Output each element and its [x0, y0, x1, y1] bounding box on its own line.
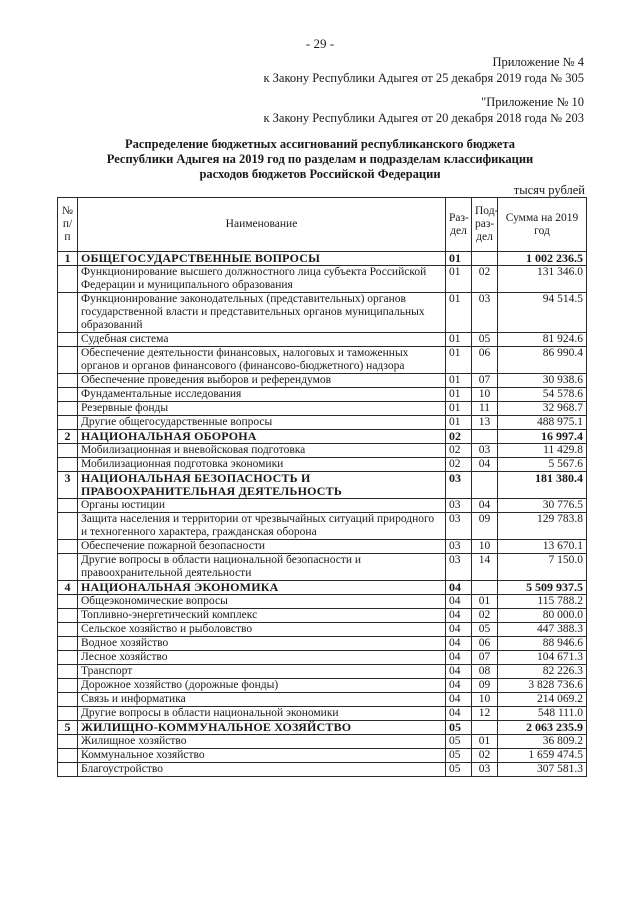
row-subsection-code: 14 — [472, 554, 498, 581]
row-number — [58, 402, 78, 416]
row-sum: 30 776.5 — [498, 499, 587, 513]
table-row — [58, 416, 587, 430]
row-number — [58, 499, 78, 513]
row-section-code: 01 — [446, 402, 472, 416]
row-subsection-code: 02 — [472, 609, 498, 623]
row-sum: 81 924.6 — [498, 333, 587, 347]
row-sum: 488 975.1 — [498, 416, 587, 430]
row-sum: 104 671.3 — [498, 651, 587, 665]
row-section-code: 04 — [446, 693, 472, 707]
row-number — [58, 513, 78, 540]
appendix-old-law: к Закону Республики Адыгея от 20 декабря 2018 года № 203 — [263, 111, 584, 125]
row-number — [58, 735, 78, 749]
row-subsection-code: 05 — [472, 333, 498, 347]
row-name: ЖИЛИЩНО-КОММУНАЛЬНОЕ ХОЗЯЙСТВО — [78, 721, 446, 735]
table-row — [58, 347, 587, 374]
header-num: № п/п — [58, 198, 78, 252]
row-subsection-code: 02 — [472, 749, 498, 763]
row-name: ОБЩЕГОСУДАРСТВЕННЫЕ ВОПРОСЫ — [78, 252, 446, 266]
row-sum: 548 111.0 — [498, 707, 587, 721]
row-sum: 54 578.6 — [498, 388, 587, 402]
row-sum: 447 388.3 — [498, 623, 587, 637]
row-number — [58, 266, 78, 293]
row-subsection-code: 03 — [472, 293, 498, 333]
table-row — [58, 540, 587, 554]
row-sum: 80 000.0 — [498, 609, 587, 623]
row-number — [58, 693, 78, 707]
row-sum: 13 670.1 — [498, 540, 587, 554]
row-section-code: 03 — [446, 540, 472, 554]
row-number — [58, 595, 78, 609]
row-sum: 131 346.0 — [498, 266, 587, 293]
row-sum: 307 581.3 — [498, 763, 587, 777]
row-section-code: 01 — [446, 416, 472, 430]
row-name: Другие общегосударственные вопросы — [78, 416, 446, 430]
row-sum: 1 002 236.5 — [498, 252, 587, 266]
section-row — [58, 581, 587, 595]
row-sum: 86 990.4 — [498, 347, 587, 374]
appendix-new-law: к Закону Республики Адыгея от 25 декабря 2019 года № 305 — [263, 71, 584, 85]
table-row — [58, 623, 587, 637]
row-section-code: 05 — [446, 749, 472, 763]
row-number — [58, 651, 78, 665]
row-name: Обеспечение проведения выборов и референдумов — [78, 374, 446, 388]
row-number: 5 — [58, 721, 78, 735]
row-name: НАЦИОНАЛЬНАЯ ЭКОНОМИКА — [78, 581, 446, 595]
row-name: Благоустройство — [78, 763, 446, 777]
row-number: 1 — [58, 252, 78, 266]
row-subsection-code: 09 — [472, 679, 498, 693]
appendix-new-title: Приложение № 4 — [492, 55, 584, 69]
row-subsection-code: 10 — [472, 693, 498, 707]
row-name: Защита населения и территории от чрезвычайных ситуаций природного и техногенного характера, гражданская оборона — [78, 513, 446, 540]
row-number — [58, 416, 78, 430]
row-section-code: 04 — [446, 595, 472, 609]
row-name: Органы юстиции — [78, 499, 446, 513]
row-subsection-code — [472, 252, 498, 266]
row-number: 3 — [58, 472, 78, 499]
row-section-code: 01 — [446, 252, 472, 266]
table-row — [58, 749, 587, 763]
row-number — [58, 679, 78, 693]
row-number: 2 — [58, 430, 78, 444]
row-subsection-code: 05 — [472, 623, 498, 637]
row-number — [58, 749, 78, 763]
row-subsection-code: 03 — [472, 763, 498, 777]
table-row — [58, 266, 587, 293]
row-section-code: 04 — [446, 679, 472, 693]
row-sum: 94 514.5 — [498, 293, 587, 333]
row-name: Мобилизационная подготовка экономики — [78, 458, 446, 472]
header-sum: Сумма на 2019 год — [498, 198, 587, 252]
row-sum: 88 946.6 — [498, 637, 587, 651]
row-name: Связь и информатика — [78, 693, 446, 707]
row-subsection-code: 07 — [472, 651, 498, 665]
row-section-code: 04 — [446, 707, 472, 721]
row-section-code: 01 — [446, 388, 472, 402]
section-row — [58, 252, 587, 266]
row-name: Функционирование высшего должностного лица субъекта Российской Федерации и муниципального образования — [78, 266, 446, 293]
row-name: Сельское хозяйство и рыболовство — [78, 623, 446, 637]
row-section-code: 02 — [446, 444, 472, 458]
row-name: Другие вопросы в области национальной безопасности и правоохранительной деятельности — [78, 554, 446, 581]
row-name: НАЦИОНАЛЬНАЯ БЕЗОПАСНОСТЬ И ПРАВООХРАНИТЕЛЬНАЯ ДЕЯТЕЛЬНОСТЬ — [78, 472, 446, 499]
row-section-code: 01 — [446, 293, 472, 333]
table-row — [58, 513, 587, 540]
row-name: Функционирование законодательных (представительных) органов государственной власти и представительных органов муниципальных образований — [78, 293, 446, 333]
appendix-old-title: "Приложение № 10 — [481, 95, 584, 109]
row-sum: 16 997.4 — [498, 430, 587, 444]
row-section-code: 04 — [446, 581, 472, 595]
row-subsection-code: 09 — [472, 513, 498, 540]
row-section-code: 04 — [446, 651, 472, 665]
row-number — [58, 333, 78, 347]
row-name: Общеэкономические вопросы — [78, 595, 446, 609]
document-title — [70, 137, 570, 182]
row-number — [58, 707, 78, 721]
table-row — [58, 595, 587, 609]
row-section-code: 01 — [446, 374, 472, 388]
row-section-code: 02 — [446, 458, 472, 472]
row-section-code: 04 — [446, 637, 472, 651]
appendix-old — [263, 94, 584, 126]
row-subsection-code: 13 — [472, 416, 498, 430]
row-subsection-code: 04 — [472, 458, 498, 472]
row-name: Мобилизационная и вневойсковая подготовка — [78, 444, 446, 458]
table-row — [58, 388, 587, 402]
row-subsection-code: 02 — [472, 266, 498, 293]
row-sum: 5 567.6 — [498, 458, 587, 472]
row-name: Обеспечение деятельности финансовых, налоговых и таможенных органов и органов финансового (финансово-бюджетного) надзора — [78, 347, 446, 374]
table-row — [58, 333, 587, 347]
table-row — [58, 679, 587, 693]
row-name: Другие вопросы в области национальной экономики — [78, 707, 446, 721]
table-row — [58, 458, 587, 472]
units-label: тысяч рублей — [513, 183, 585, 197]
table-body — [58, 252, 587, 777]
header-name: Наименование — [78, 198, 446, 252]
table-row — [58, 293, 587, 333]
row-number — [58, 374, 78, 388]
row-section-code: 05 — [446, 735, 472, 749]
row-sum: 30 938.6 — [498, 374, 587, 388]
row-section-code: 03 — [446, 472, 472, 499]
row-section-code: 03 — [446, 499, 472, 513]
row-name: Транспорт — [78, 665, 446, 679]
section-row — [58, 721, 587, 735]
row-name: Водное хозяйство — [78, 637, 446, 651]
row-subsection-code: 11 — [472, 402, 498, 416]
row-subsection-code: 01 — [472, 595, 498, 609]
row-number — [58, 540, 78, 554]
row-name: Обеспечение пожарной безопасности — [78, 540, 446, 554]
row-name: Судебная система — [78, 333, 446, 347]
row-sum: 129 783.8 — [498, 513, 587, 540]
row-number — [58, 763, 78, 777]
row-sum: 3 828 736.6 — [498, 679, 587, 693]
section-row — [58, 430, 587, 444]
header-subsection: Под-раз-дел — [472, 198, 498, 252]
row-sum: 214 069.2 — [498, 693, 587, 707]
row-section-code: 01 — [446, 333, 472, 347]
row-subsection-code: 07 — [472, 374, 498, 388]
row-number — [58, 554, 78, 581]
row-subsection-code: 04 — [472, 499, 498, 513]
table-row — [58, 637, 587, 651]
row-number — [58, 444, 78, 458]
row-subsection-code — [472, 430, 498, 444]
row-name: Фундаментальные исследования — [78, 388, 446, 402]
table-row — [58, 374, 587, 388]
table-row — [58, 763, 587, 777]
row-number — [58, 665, 78, 679]
table-row — [58, 707, 587, 721]
table-row — [58, 665, 587, 679]
row-sum: 7 150.0 — [498, 554, 587, 581]
table-header-row — [58, 198, 587, 252]
row-number — [58, 293, 78, 333]
row-section-code: 05 — [446, 763, 472, 777]
table-row — [58, 554, 587, 581]
row-sum: 11 429.8 — [498, 444, 587, 458]
row-name: Топливно-энергетический комплекс — [78, 609, 446, 623]
row-number — [58, 609, 78, 623]
row-name: НАЦИОНАЛЬНАЯ ОБОРОНА — [78, 430, 446, 444]
row-number — [58, 347, 78, 374]
row-subsection-code: 06 — [472, 347, 498, 374]
row-subsection-code: 12 — [472, 707, 498, 721]
row-subsection-code: 10 — [472, 540, 498, 554]
table-row — [58, 693, 587, 707]
row-section-code: 04 — [446, 623, 472, 637]
row-section-code: 05 — [446, 721, 472, 735]
row-number — [58, 388, 78, 402]
row-subsection-code: 06 — [472, 637, 498, 651]
row-section-code: 03 — [446, 554, 472, 581]
row-sum: 82 226.3 — [498, 665, 587, 679]
budget-table — [57, 197, 587, 777]
title-line-3: расходов бюджетов Российской Федерации — [199, 167, 441, 181]
row-section-code: 04 — [446, 665, 472, 679]
row-sum: 1 659 474.5 — [498, 749, 587, 763]
title-line-1: Распределение бюджетных ассигнований республиканского бюджета — [125, 137, 515, 151]
table-row — [58, 651, 587, 665]
row-section-code: 01 — [446, 266, 472, 293]
row-section-code: 04 — [446, 609, 472, 623]
row-name: Жилищное хозяйство — [78, 735, 446, 749]
title-line-2: Республики Адыгея на 2019 год по разделам и подразделам классификации — [106, 152, 534, 166]
table-row — [58, 499, 587, 513]
page-number: - 29 - — [305, 36, 335, 51]
row-section-code: 01 — [446, 347, 472, 374]
row-name: Лесное хозяйство — [78, 651, 446, 665]
row-number — [58, 623, 78, 637]
row-sum: 181 380.4 — [498, 472, 587, 499]
row-section-code: 02 — [446, 430, 472, 444]
table-row — [58, 402, 587, 416]
row-name: Коммунальное хозяйство — [78, 749, 446, 763]
row-sum: 32 968.7 — [498, 402, 587, 416]
row-number — [58, 637, 78, 651]
table-row — [58, 609, 587, 623]
header-section: Раз-дел — [446, 198, 472, 252]
row-number — [58, 458, 78, 472]
row-sum: 2 063 235.9 — [498, 721, 587, 735]
row-subsection-code: 03 — [472, 444, 498, 458]
table-row — [58, 444, 587, 458]
row-subsection-code — [472, 721, 498, 735]
row-subsection-code — [472, 581, 498, 595]
row-subsection-code: 01 — [472, 735, 498, 749]
table-row — [58, 735, 587, 749]
row-subsection-code: 08 — [472, 665, 498, 679]
row-sum: 36 809.2 — [498, 735, 587, 749]
row-number: 4 — [58, 581, 78, 595]
row-sum: 5 509 937.5 — [498, 581, 587, 595]
row-subsection-code — [472, 472, 498, 499]
row-section-code: 03 — [446, 513, 472, 540]
row-subsection-code: 10 — [472, 388, 498, 402]
appendix-new — [263, 54, 584, 86]
row-name: Резервные фонды — [78, 402, 446, 416]
row-name: Дорожное хозяйство (дорожные фонды) — [78, 679, 446, 693]
section-row — [58, 472, 587, 499]
row-sum: 115 788.2 — [498, 595, 587, 609]
